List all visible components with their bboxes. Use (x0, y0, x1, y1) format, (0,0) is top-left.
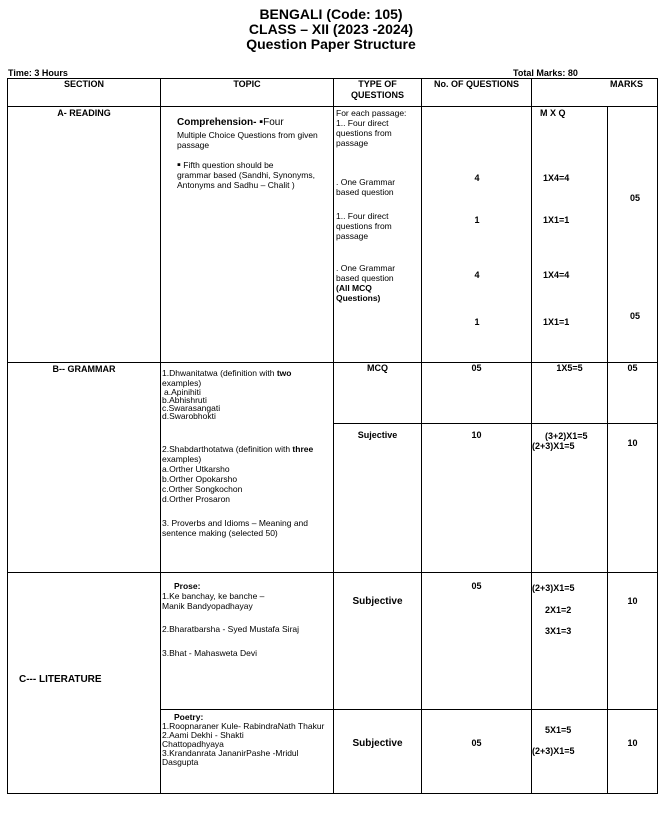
grammar-topic (161, 363, 334, 573)
grammar-section-label: B-- GRAMMAR (52, 364, 116, 374)
structure-table (7, 78, 658, 794)
grammar-topic1-item: c.Swarasangati (162, 403, 221, 413)
type-item-2: . One Grammar based question (336, 177, 396, 197)
poetry-item-3: 3.Krandanrata JananirPashe -Mridul Dasgupta (162, 748, 299, 767)
reading-count (422, 107, 532, 363)
grammar-n-mcq-text: 05 (471, 363, 482, 373)
grammar-n-mcq (422, 363, 532, 424)
grammar-topic2-three: three (292, 444, 314, 454)
grammar-topic3: 3. Proverbs and Idioms – Meaning and sentence making (selected 50) (162, 518, 309, 538)
poetry-count-text: 05 (471, 738, 482, 748)
type-item-1: 1.. Four direct questions from passage (336, 118, 392, 148)
poetry-m2: (2+3)X1=5 (532, 746, 575, 756)
grammar-type-mcq (334, 363, 422, 424)
prose-m3: 3X1=3 (545, 626, 572, 636)
total-marks-label: Total Marks: 80 (513, 68, 578, 78)
grammar-m-mcq (532, 363, 608, 424)
reading-type (334, 107, 422, 363)
prose-type-text: Subjective (352, 596, 403, 607)
literature-section-label: C--- LITERATURE (19, 674, 102, 685)
grammar-topic1-head-text: 1.Dhwanitatwa (definition with (162, 368, 277, 378)
comprehension-label: Comprehension- (177, 117, 260, 128)
grammar-topic1-item: a.Apinihiti (164, 387, 201, 397)
prose-marks (532, 573, 608, 710)
prose-count-text: 05 (471, 581, 482, 591)
grammar-topic2-item: a.Orther Utkarsho (162, 464, 230, 474)
reading-m4: 1X1=1 (543, 317, 570, 327)
grammar-type-subj (334, 424, 422, 573)
reading-topic: Comprehension- ▪Four Multiple Choice Questions from given passage ▪ Fifth question should be grammar based (Sandhi, Synonyms, Antonyms and Sadhu – Chalit ) (161, 107, 334, 363)
grammar-total-mcq (608, 363, 658, 424)
poetry-type (334, 710, 422, 794)
reading-n3: 4 (474, 270, 480, 280)
reading-n4: 1 (474, 317, 480, 327)
grammar-m-subj (532, 424, 608, 573)
reading-topic-p2-lead: Fifth question should be (183, 160, 274, 170)
reading-m1: 1X4=4 (543, 173, 570, 183)
grammar-topic1-item: b.Abhishruti (162, 395, 207, 405)
grammar-topic2-head: 2.Shabdarthotatwa (definition with (162, 444, 293, 454)
grammar-topic2-tail: examples) (162, 454, 202, 464)
poetry-count (422, 710, 532, 794)
poetry-item-1: 1.Roopnaraner Kule- RabindraNath Thakur (162, 721, 325, 731)
poetry-m1: 5X1=5 (545, 725, 572, 735)
col-type: TYPE OF QUESTIONS (334, 79, 422, 107)
poetry-type-text: Subjective (352, 738, 403, 749)
type-item-4-note: (All MCQ Questions) (336, 283, 381, 303)
col-topic: TOPIC (161, 79, 334, 107)
prose-type (334, 573, 422, 710)
prose-item-1: 1.Ke banchay, ke banche – Manik Bandyopadhayay (162, 591, 265, 611)
reading-topic-p2: grammar based (Sandhi, Synonyms, Antonyms and Sadhu – Chalit ) (177, 170, 315, 190)
prose-m1: (2+3)X1=5 (532, 583, 575, 593)
grammar-total-mcq-text: 05 (627, 363, 638, 373)
grammar-topic2-item: d.Orther Prosaron (162, 494, 231, 504)
reading-total-a: 05 (630, 193, 641, 203)
literature-section (8, 573, 161, 794)
reading-m3: 1X4=4 (543, 270, 570, 280)
grammar-total-subj-text: 10 (627, 438, 638, 448)
poetry-head: Poetry: (174, 712, 204, 722)
literature-row-prose (8, 573, 658, 710)
grammar-row-mcq (8, 363, 658, 424)
poetry-marks (532, 710, 608, 794)
reading-marks (532, 107, 608, 363)
col-marks: MARKS (532, 79, 658, 107)
reading-total-b: 05 (630, 311, 641, 321)
poetry-total (608, 710, 658, 794)
type-item-3: 1.. Four direct questions from passage (336, 211, 392, 241)
reading-n2: 1 (474, 215, 480, 225)
prose-total (608, 573, 658, 710)
poetry-topic (161, 710, 334, 794)
prose-m2: 2X1=2 (545, 605, 572, 615)
prose-item-2: 2.Bharatbarsha - Syed Mustafa Siraj (162, 624, 300, 634)
reading-mxq: M X Q (540, 108, 566, 118)
grammar-type-subj-text: Sujective (357, 430, 398, 440)
grammar-m-subj-2: (2+3)X1=5 (532, 441, 575, 451)
doc-class: CLASS – XII (2023 -2024) (248, 21, 414, 37)
grammar-topic1-tail: examples) (162, 378, 202, 388)
grammar-topic2-item: b.Orther Opokarsho (162, 474, 238, 484)
doc-title: BENGALI (Code: 105) (259, 6, 403, 22)
poetry-total-text: 10 (627, 738, 638, 748)
grammar-section (8, 363, 161, 573)
reading-n1: 4 (474, 173, 480, 183)
reading-row (8, 107, 658, 363)
poetry-item-2: 2.Aami Dekhi - Shakti Chattopadhyaya (162, 730, 244, 749)
prose-total-text: 10 (627, 596, 638, 606)
grammar-topic1-head (162, 368, 330, 388)
grammar-n-subj (422, 424, 532, 573)
grammar-topic2-item: c.Orther Songkochon (162, 484, 243, 494)
prose-item-3: 3.Bhat - Mahasweta Devi (162, 648, 257, 658)
reading-total (608, 107, 658, 363)
doc-subtitle: Question Paper Structure (246, 36, 416, 52)
prose-topic (161, 573, 334, 710)
grammar-total-subj (608, 424, 658, 573)
grammar-m-subj-1: (3+2)X1=5 (545, 431, 588, 441)
reading-section-label: A- READING (57, 108, 111, 118)
reading-m2: 1X1=1 (543, 215, 570, 225)
col-section: SECTION (8, 79, 161, 107)
grammar-topic1-item: d.Swarobhokti (162, 411, 216, 421)
header-row (8, 79, 658, 107)
comprehension-four: Four (263, 117, 284, 128)
time-label: Time: 3 Hours (8, 68, 68, 78)
type-for-each: For each passage: (336, 108, 407, 118)
col-count: No. OF QUESTIONS (422, 79, 532, 107)
grammar-n-subj-text: 10 (471, 430, 482, 440)
reading-section (8, 107, 161, 363)
reading-topic-p1: Multiple Choice Questions from given passage (177, 130, 318, 150)
prose-head: Prose: (174, 581, 201, 591)
grammar-m-mcq-text: 1X5=5 (556, 363, 583, 373)
grammar-type-mcq-text: MCQ (367, 363, 388, 373)
grammar-topic1-two: two (276, 368, 292, 378)
prose-count (422, 573, 532, 710)
type-item-4: . One Grammar based question (336, 263, 396, 283)
